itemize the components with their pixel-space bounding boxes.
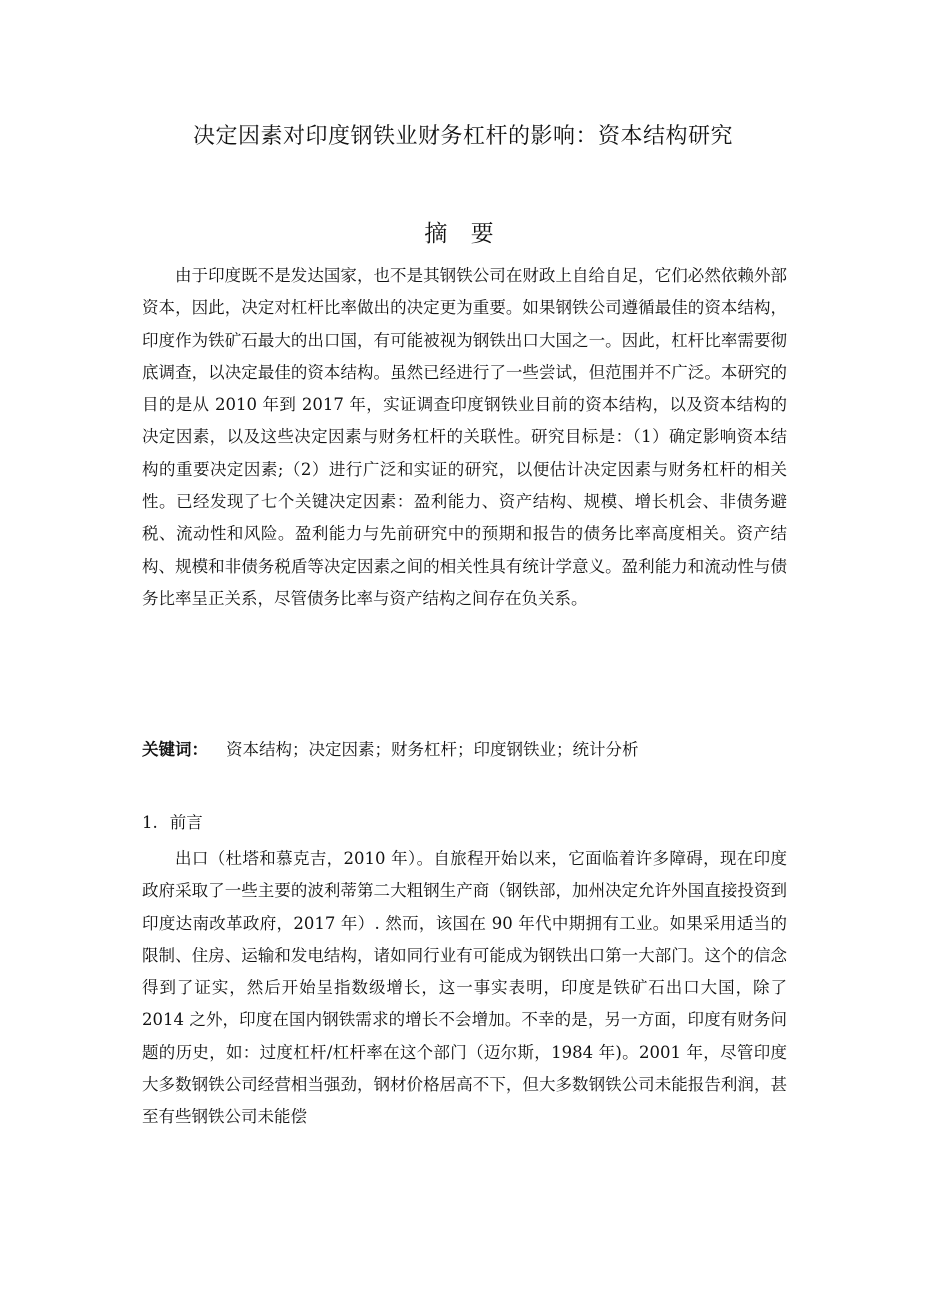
abstract-heading: 摘 要 — [424, 221, 502, 247]
section-number: 1. — [142, 813, 158, 832]
intro-paragraph: 出口（杜塔和慕克吉，2010 年）。自旅程开始以来，它面临着许多障碍，现在印度政府采取了一些主要的波利蒂第二大粗钢生产商（钢铁部，加州决定允许外国直接投资到印度达南改革政府，2017 年）. 然而，该国在 90 年代中期拥有工业。如果采用适当的限制、住房、运输和发电结构，诸如同行业有可能成为钢铁出口第一大部门。这个的信念得到了证实，然后开始呈指数级增长，这一事实表明，印度是铁矿石出口大国，除了 2014 之外，印度在国内钢铁需求的增长不会增加。不幸的是，另一方面，印度有财务问题的历史，如：过度杠杆/杠杆率在这个部门（迈尔斯，1984 年)。2001 年，尽管印度大多数钢铁公司经营相当强劲，钢材价格居高不下，但大多数钢铁公司未能报告利润，甚至有些钢铁公司未能偿 — [142, 849, 787, 1127]
keywords-text: 资本结构；决定因素；财务杠杆；印度钢铁业；统计分析 — [226, 740, 639, 759]
keywords-line — [142, 734, 787, 766]
abstract-paragraph: 由于印度既不是发达国家，也不是其钢铁公司在财政上自给自足，它们必然依赖外部资本，因此，决定对杠杆比率做出的决定更为重要。如果钢铁公司遵循最佳的资本结构，印度作为铁矿石最大的出口国，有可能被视为钢铁出口大国之一。因此，杠杆比率需要彻底调查，以决定最佳的资本结构。虽然已经进行了一些尝试，但范围并不广泛。本研究的目的是从 2010 年到 2017 年，实证调查印度钢铁业目前的资本结构，以及资本结构的决定因素，以及这些决定因素与财务杠杆的关联性。研究目标是：（1）确定影响资本结构的重要决定因素;（2）进行广泛和实证的研究，以便估计决定因素与财务杠杆的相关性。已经发现了七个关键决定因素：盈利能力、资产结构、规模、增长机会、非债务避税、流动性和风险。盈利能力与先前研究中的预期和报告的债务比率高度相关。资产结构、规模和非债务税盾等决定因素之间的相关性具有统计学意义。盈利能力和流动性与债务比率呈正关系，尽管债务比率与资产结构之间存在负关系。 — [142, 266, 787, 608]
paper-title: 决定因素对印度钢铁业财务杠杆的影响：资本结构研究 — [192, 124, 733, 149]
section-title: 前言 — [169, 813, 203, 832]
keywords-label: 关键词： — [142, 740, 208, 759]
section-heading — [142, 807, 203, 839]
